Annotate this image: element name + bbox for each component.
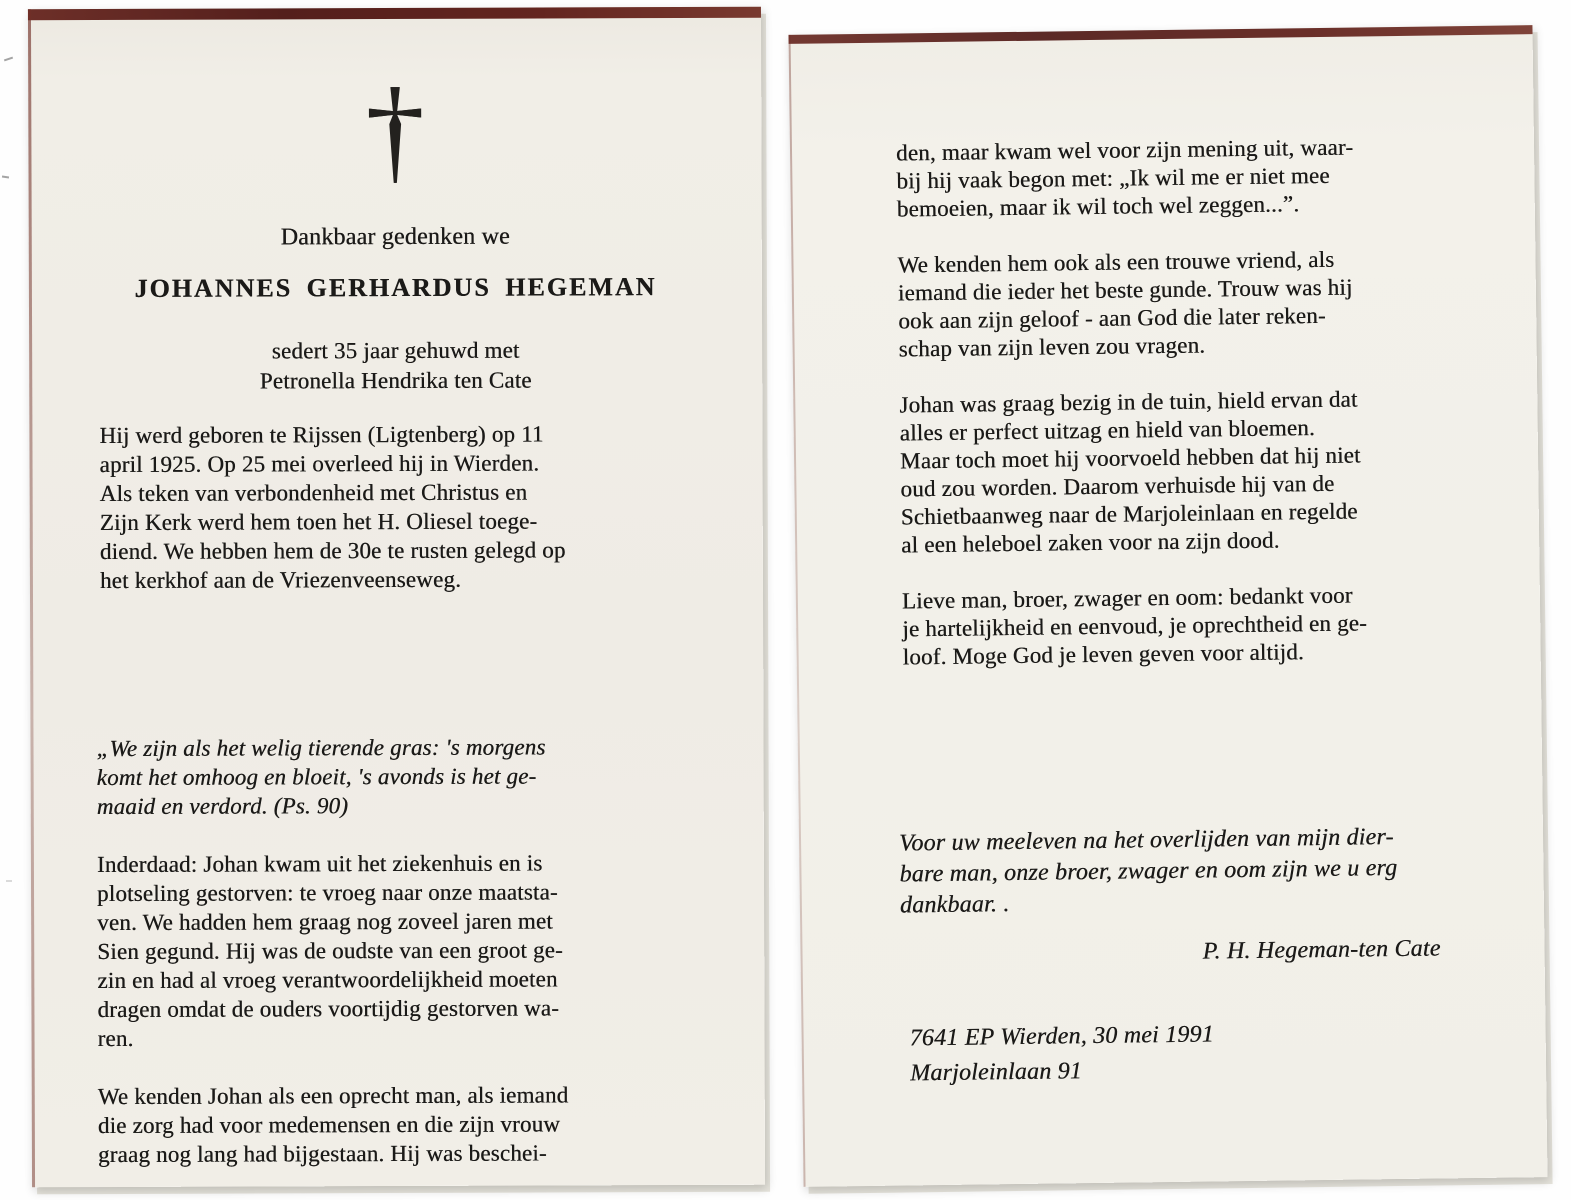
card-top-edge <box>28 7 761 21</box>
cross-icon: † <box>365 63 425 196</box>
psalm-quote: „We zijn als het welig tierende gras: 's morgens komt het omhoog en bloeit, 's avonds is het ge- maaid en verdord. (Ps. 90) <box>96 734 546 820</box>
paragraph-trouwe-vriend: We kenden hem ook als een trouwe vriend, als iemand die ieder het beste gunde. Trouw was hij ook aan zijn geloof - aan God die later reken- schap van zijn leven zou vragen. <box>897 246 1353 362</box>
left-lower-text-block <box>96 703 705 1198</box>
scan-artifact <box>6 880 12 882</box>
biography-paragraph: Hij werd geboren te Rijssen (Ligtenberg) op 11 april 1925. Op 25 mei overleed hij in Wierden. Als teken van verbondenheid met Christus en Zijn Kerk werd hem toen het H. Oliesel toege- diend. We hebben hem de 30e te rusten gelegd op het kerkhof aan de Vriezenveenseweg. <box>99 421 566 594</box>
memorial-intro: Dankbaar gedenken we <box>280 223 510 251</box>
deceased-name: JOHANNES GERHARDUS HEGEMAN <box>134 272 657 303</box>
card-left-page <box>28 7 765 1188</box>
thanks-note: Voor uw meeleven na het overlijden van mijn dier- bare man, onze broer, zwager en oom zijn we u erg dankbaar. . <box>898 824 1398 919</box>
paragraph-inderdaad: Inderdaad: Johan kwam uit het ziekenhuis en is plotseling gestorven: te vroeg naar onze maatsta- ven. We hadden hem graag nog zoveel jaren met Sien gegund. Hij was de oudste van een groot ge- zin en had al vroeg verantwoordelijkheid moeten dragen omdat de ouders voortijdig gestorven wa- ren. <box>96 850 563 1052</box>
paragraph-afscheid: Lieve man, broer, zwager en oom: bedankt voor je hartelijkheid en eenvoud, je oprechtheid en ge- loof. Moge God je leven geven voor altijd. <box>901 582 1368 670</box>
card-left-edge <box>788 35 805 1187</box>
paragraph-tuin: Johan was graag bezig in de tuin, hield ervan dat alles er perfect uitzag en hield van bloemen. Maar toch moet hij voorvoeld hebben dat hij niet oud zou worden. Daarom verhuisde hij van de Schietbaanweg naar de Marjoleinlaan en regelde al een heleboel zaken voor na zijn dood. <box>899 386 1361 558</box>
signature: P. H. Hegeman-ten Cate <box>1202 935 1441 965</box>
card-right-page <box>788 25 1547 1187</box>
address-date-block: 7641 EP Wierden, 30 mei 1991 Marjoleinlaan 91 <box>909 1021 1215 1087</box>
paragraph-oprecht-man: We kenden Johan als een oprecht man, als iemand die zorg had voor medemensen en die zijn vrouw graag nog lang had bijgestaan. Hij was beschei- <box>97 1082 569 1168</box>
scan-artifact <box>2 176 9 179</box>
right-main-text-block <box>896 104 1490 700</box>
card-top-edge <box>788 25 1532 44</box>
scan-artifact <box>4 57 13 62</box>
paragraph-bescheiden: den, maar kwam wel voor zijn mening uit, waar- bij hij vaak begon met: „Ik wil me er niet mee bemoeien, maar ik wil toch wel zeggen...”. <box>895 134 1354 222</box>
marriage-lines: sedert 35 jaar gehuwd met Petronella Hendrika ten Cate <box>259 337 532 394</box>
